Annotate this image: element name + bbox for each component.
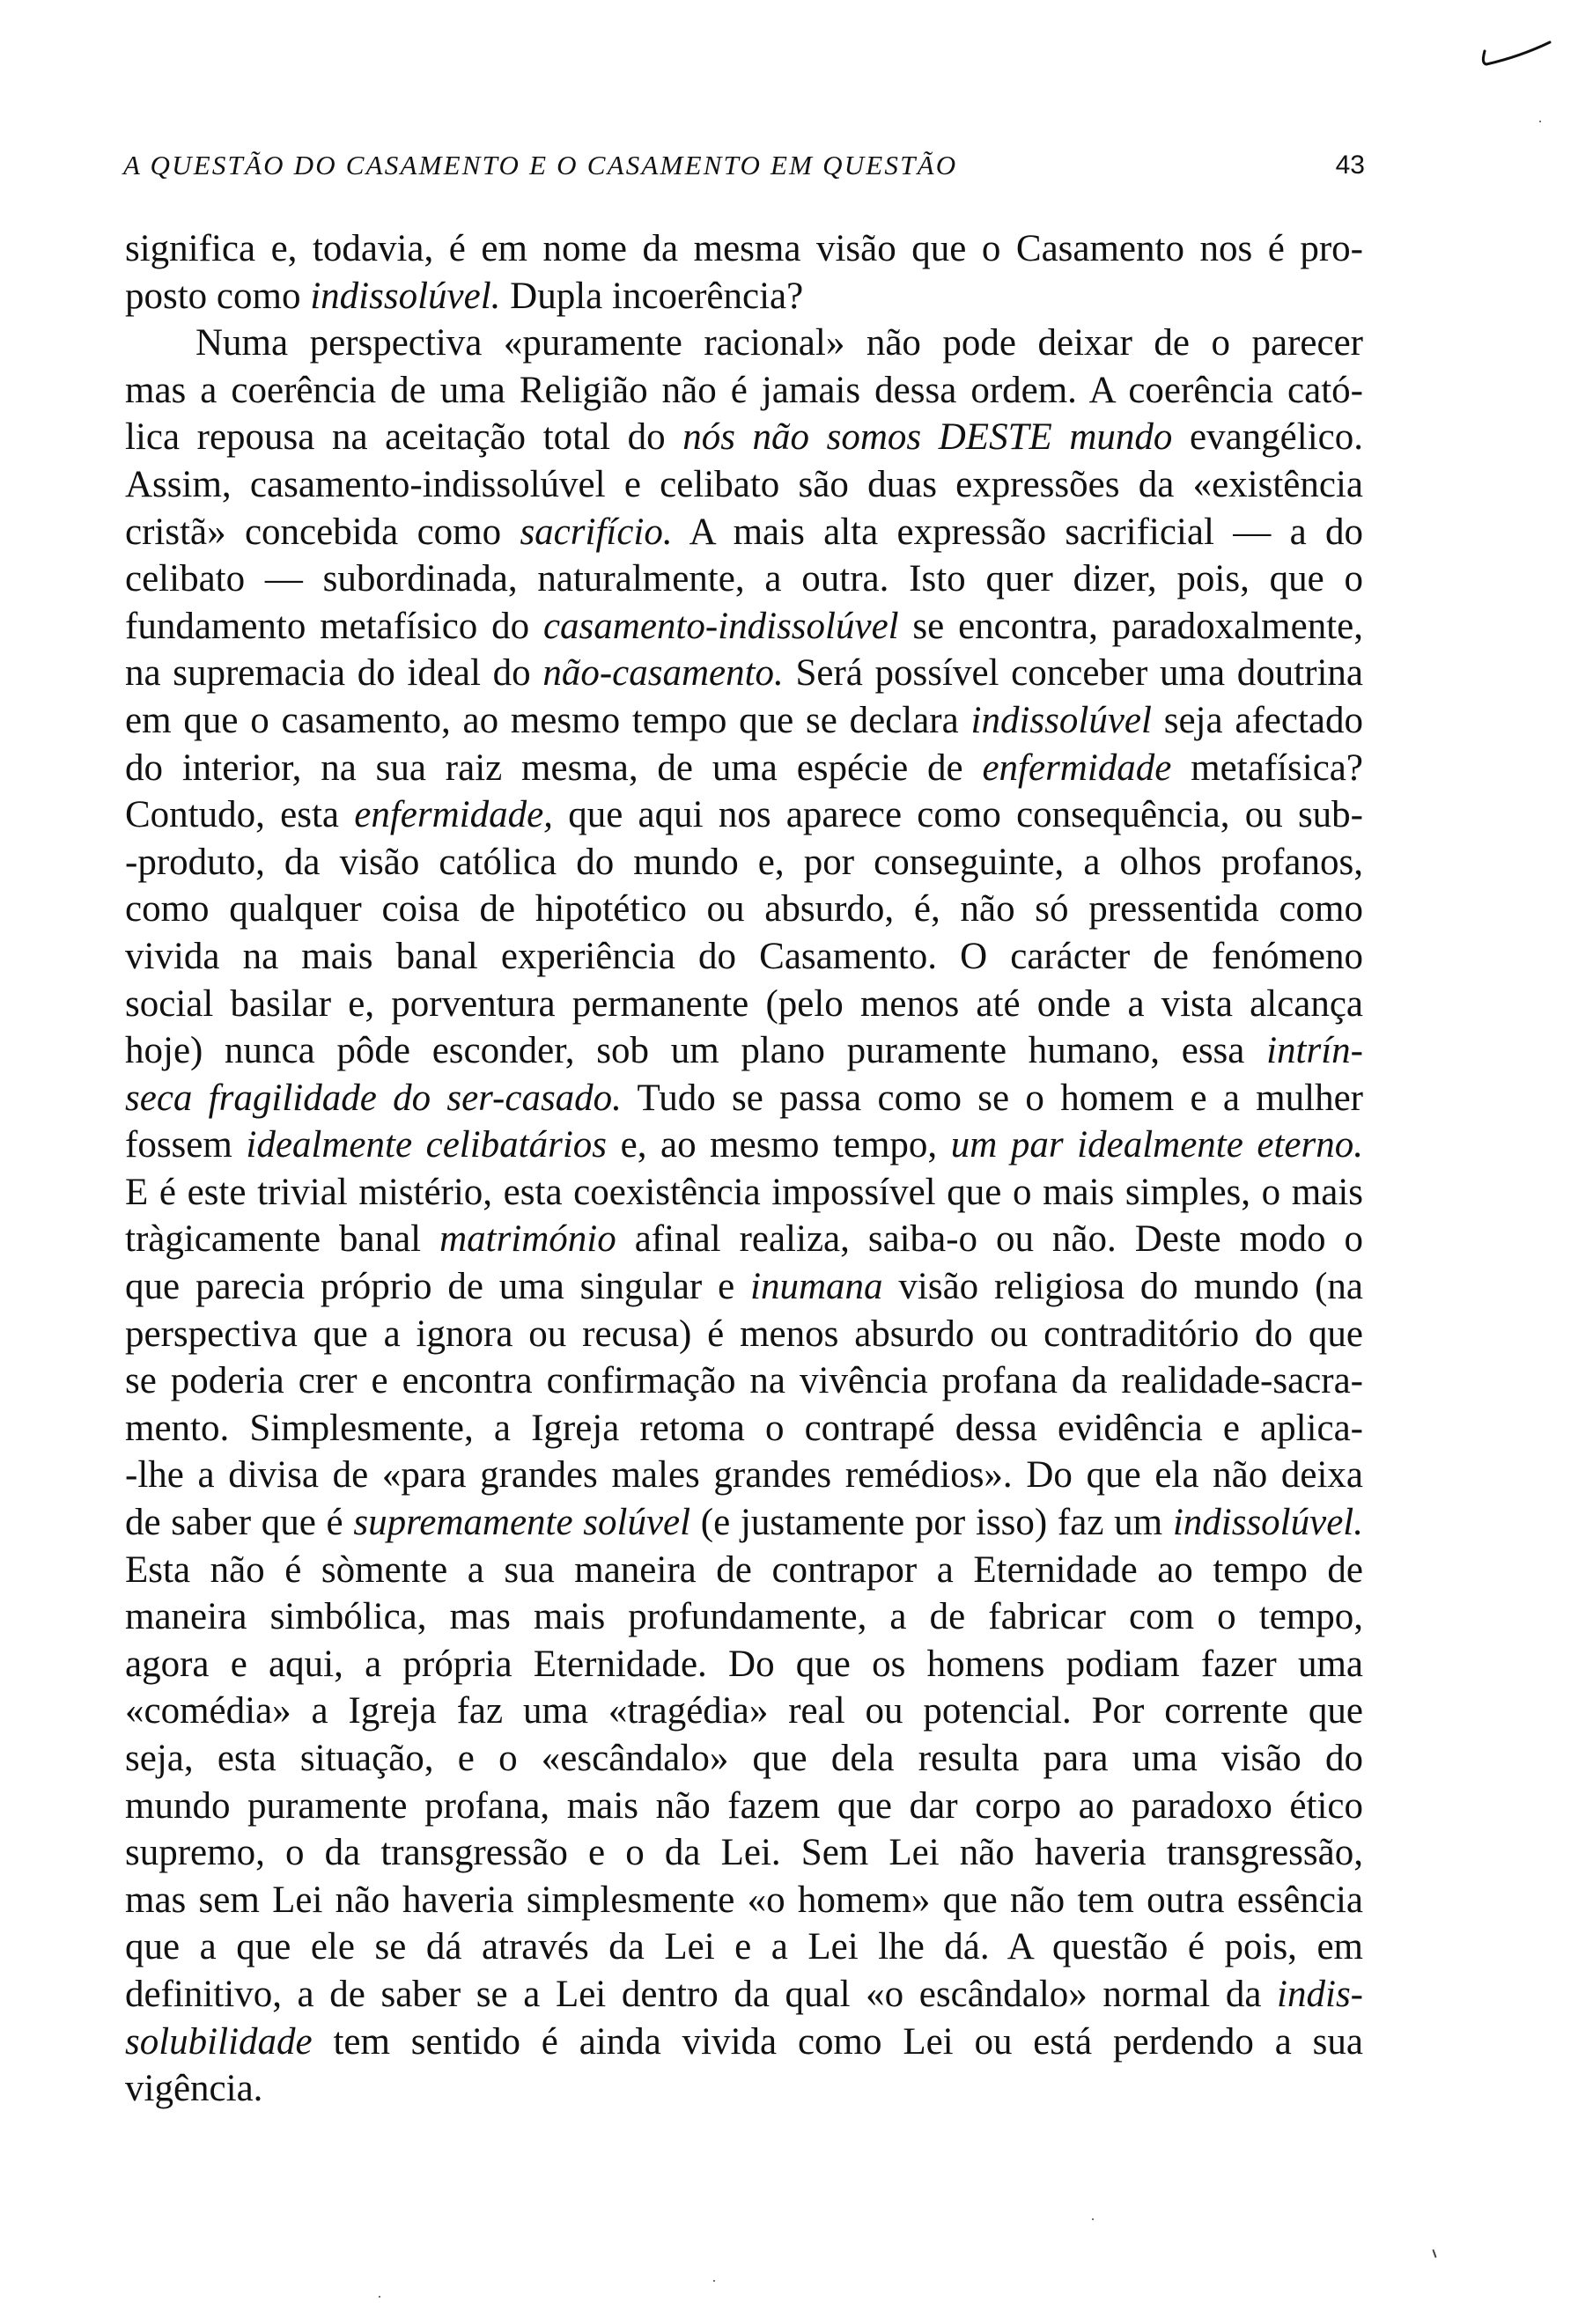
italic-text: solubilidade xyxy=(125,2020,313,2063)
text-run: vivida na mais banal experiência do Casamento. O carácter de fenómeno xyxy=(125,935,1363,977)
text-run: mento. Simplesmente, a Igreja retoma o contrapé dessa evidência e aplica- xyxy=(125,1407,1363,1449)
running-head-title: A QUESTÃO DO CASAMENTO E O CASAMENTO EM QUESTÃO xyxy=(123,150,958,180)
body-text xyxy=(125,225,1363,2113)
text-line xyxy=(125,1169,1363,1217)
text-line xyxy=(125,1311,1363,1358)
italic-text: indis- xyxy=(1277,1973,1363,2015)
text-run: fossem xyxy=(125,1124,247,1166)
scan-speck xyxy=(1092,2218,1094,2220)
text-line xyxy=(125,1688,1363,1735)
text-line xyxy=(125,1216,1363,1263)
text-run: definitivo, a de saber se a Lei dentro da qual «o escândalo» normal da xyxy=(125,1973,1278,2015)
text-line xyxy=(125,461,1363,509)
italic-text: enfermidade, xyxy=(354,794,553,836)
text-run: fundamento metafísico do xyxy=(125,605,543,647)
text-line xyxy=(125,697,1363,745)
text-line xyxy=(125,414,1363,461)
text-run: maneira simbólica, mas mais profundamente, a de fabricar com o tempo, xyxy=(125,1596,1363,1638)
text-line xyxy=(125,1971,1363,2019)
italic-text: indissolúvel. xyxy=(310,275,501,317)
text-line xyxy=(125,603,1363,651)
text-line xyxy=(125,1783,1363,1830)
text-run: tràgicamente banal xyxy=(125,1218,440,1261)
text-line xyxy=(125,1122,1363,1169)
text-run: Numa perspectiva «puramente racional» não pode deixar de o parecer xyxy=(195,322,1363,364)
text-run: significa e, todavia, é em nome da mesma visão que o Casamento nos é pro- xyxy=(125,228,1363,269)
text-line xyxy=(125,1593,1363,1641)
text-run: E é este trivial mistério, esta coexistência impossível que o mais simples, o mais xyxy=(125,1171,1363,1213)
text-run: se encontra, paradoxalmente, xyxy=(898,605,1363,647)
text-run: Será possível conceber uma doutrina xyxy=(783,652,1363,695)
text-run: que aqui nos aparece como consequência, ou sub- xyxy=(552,794,1364,836)
text-line xyxy=(125,273,1363,320)
text-line xyxy=(125,2065,1363,2113)
text-run: Dupla incoerência? xyxy=(500,275,804,317)
text-run: mas a coerência de uma Religião não é jamais dessa ordem. A coerência cató- xyxy=(125,369,1363,411)
text-run: evangélico. xyxy=(1172,416,1363,459)
text-run: Contudo, esta xyxy=(125,794,355,836)
scan-speck xyxy=(1539,121,1541,122)
text-line xyxy=(125,320,1363,367)
text-run: Esta não é sòmente a sua maneira de contrapor a Eternidade ao tempo de xyxy=(125,1548,1363,1591)
italic-text: inumana xyxy=(750,1266,883,1308)
italic-text: sacrifício. xyxy=(520,511,673,553)
text-run: metafísica? xyxy=(1171,746,1363,789)
text-run: A mais alta expressão sacrificial — a do xyxy=(672,511,1363,553)
text-run: seja afectado xyxy=(1151,699,1363,741)
text-run: -lhe a divisa de «para grandes males grandes remédios». Do que ela não deixa xyxy=(125,1454,1363,1497)
scan-speck xyxy=(379,2296,380,2298)
text-run: afinal realiza, saiba-o ou não. Deste modo o xyxy=(616,1218,1363,1261)
text-line xyxy=(125,1263,1363,1311)
text-line xyxy=(125,1641,1363,1688)
italic-text: indissolúvel xyxy=(970,699,1152,741)
text-run: hoje) nunca pôde esconder, sob um plano puramente humano, essa xyxy=(125,1030,1267,1072)
text-run: seja, esta situação, e o «escândalo» que dela resulta para uma visão do xyxy=(125,1738,1363,1779)
text-run: supremo, o da transgressão e o da Lei. Sem Lei não haveria transgressão, xyxy=(125,1832,1363,1874)
text-line xyxy=(125,981,1363,1028)
text-line xyxy=(125,1829,1363,1877)
text-run: perspectiva que a ignora ou recusa) é menos absurdo ou contraditório do que xyxy=(125,1313,1363,1355)
text-line xyxy=(125,745,1363,792)
italic-text: nós não somos DESTE mundo xyxy=(682,416,1173,459)
text-run: cristã» concebida como xyxy=(125,511,520,553)
text-run: que a que ele se dá através da Lei e a Lei lhe dá. A questão é pois, em xyxy=(125,1926,1363,1968)
scan-speck xyxy=(1432,2249,1436,2258)
text-line xyxy=(125,225,1363,273)
check-mark-icon xyxy=(1479,35,1559,75)
running-head xyxy=(123,148,1365,183)
text-run: na supremacia do ideal do xyxy=(125,652,543,695)
text-line xyxy=(125,1452,1363,1499)
text-line xyxy=(125,1357,1363,1405)
italic-text: matrimónio xyxy=(439,1218,616,1261)
text-run: celibato — subordinada, naturalmente, a outra. Isto quer dizer, pois, que o xyxy=(125,558,1363,600)
text-run: que parecia próprio de uma singular e xyxy=(125,1266,751,1308)
text-run: agora e aqui, a própria Eternidade. Do que os homens podiam fazer uma xyxy=(125,1643,1363,1685)
scan-speck xyxy=(713,2280,715,2282)
italic-text: enfermidade xyxy=(982,746,1172,789)
text-line xyxy=(125,1075,1363,1122)
text-run: (e justamente por isso) faz um xyxy=(690,1502,1173,1544)
text-run: se poderia crer e encontra confirmação na vivência profana da realidade-sacra- xyxy=(125,1360,1363,1402)
text-run: social basilar e, porventura permanente (pelo menos até onde a vista alcança xyxy=(125,982,1363,1025)
text-line xyxy=(125,555,1363,603)
text-line xyxy=(125,1877,1363,1924)
italic-text: idealmente celibatários xyxy=(246,1124,608,1166)
text-run: e, ao mesmo tempo, xyxy=(607,1124,951,1166)
italic-text: seca fragilidade do ser-casado. xyxy=(125,1077,622,1119)
italic-text: supremamente solúvel xyxy=(353,1502,691,1544)
text-line xyxy=(125,886,1363,933)
text-line xyxy=(125,509,1363,556)
text-run: visão religiosa do mundo (na xyxy=(882,1266,1364,1308)
text-line xyxy=(125,650,1363,697)
text-run: Assim, casamento-indissolúvel e celibato são duas expressões da «existência xyxy=(125,463,1363,505)
text-line xyxy=(125,2019,1363,2066)
text-run: posto como xyxy=(125,275,311,317)
text-line xyxy=(125,1405,1363,1452)
text-line xyxy=(125,1547,1363,1594)
text-line xyxy=(125,1735,1363,1783)
italic-text: indissolúvel. xyxy=(1172,1502,1363,1544)
text-line xyxy=(125,839,1363,886)
text-run: como qualquer coisa de hipotético ou absurdo, é, não só pressentida como xyxy=(125,888,1363,930)
text-line xyxy=(125,1027,1363,1075)
text-run: tem sentido é ainda vivida como Lei ou está perdendo a sua xyxy=(312,2020,1363,2063)
text-run: vigência. xyxy=(125,2068,263,2110)
text-line xyxy=(125,367,1363,415)
text-run: lica repousa na aceitação total do xyxy=(125,416,683,459)
text-line xyxy=(125,1499,1363,1547)
text-line xyxy=(125,791,1363,839)
text-run: Tudo se passa como se o homem e a mulher xyxy=(621,1077,1363,1119)
text-line xyxy=(125,1923,1363,1971)
italic-text: casamento-indissolúvel xyxy=(542,605,899,647)
text-line xyxy=(125,933,1363,981)
text-run: mundo puramente profana, mais não fazem que dar corpo ao paradoxo ético xyxy=(125,1784,1363,1827)
page-number: 43 xyxy=(1335,151,1365,180)
text-run: do interior, na sua raiz mesma, de uma espécie de xyxy=(125,746,983,789)
text-run: mas sem Lei não haveria simplesmente «o homem» que não tem outra essência xyxy=(125,1879,1363,1921)
text-run: -produto, da visão católica do mundo e, por conseguinte, a olhos profanos, xyxy=(125,841,1363,883)
italic-text: não-casamento. xyxy=(542,652,784,695)
text-run: «comédia» a Igreja faz uma «tragédia» real ou potencial. Por corrente que xyxy=(125,1690,1363,1732)
italic-text: intrín- xyxy=(1266,1030,1363,1072)
text-run: em que o casamento, ao mesmo tempo que se declara xyxy=(125,699,971,741)
italic-text: um par idealmente eterno. xyxy=(950,1124,1363,1166)
text-run: de saber que é xyxy=(125,1502,354,1544)
